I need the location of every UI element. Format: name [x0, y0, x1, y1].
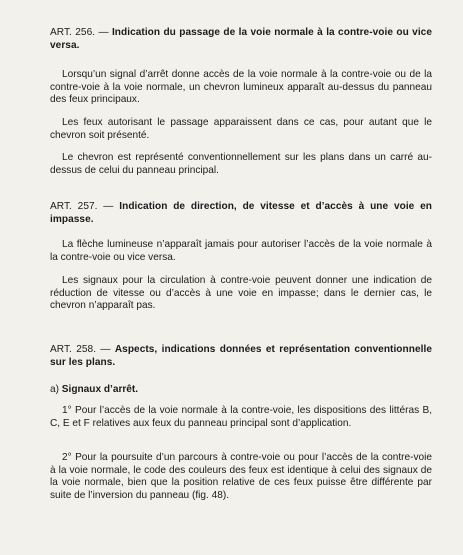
article-256: [50, 27, 432, 52]
article-256-paragraph-1: Lorsqu’un signal d’arrêt donne accès de la voie normale à la contre-voie ou de la contre-voie à la voie normale, un chevron lumineux apparaît au-dessus du panneau des feux principaux.: [50, 69, 432, 106]
article-258-number: ART. 258. —: [50, 344, 111, 355]
article-258-subheading-title: Signaux d’arrêt.: [61, 384, 139, 395]
article-258-item-1-marker: 1°: [62, 405, 72, 416]
article-258-item-2-text: Pour la poursuite d’un parcours à contre-voie ou pour l’accès de la contre-voie à la voie normale, le code des couleurs des feux est identique à celui des signaux de la voie normale, bien que la position relative de ces feux puisse être différente par suite de l’inversion du panneau (fig. 48).: [50, 452, 432, 501]
article-256-heading: [50, 27, 432, 52]
article-256-paragraph-2: Les feux autorisant le passage apparaissent dans ce cas, pour autant que le chevron soit présenté.: [50, 117, 432, 141]
article-257-heading: [50, 201, 432, 226]
article-257-title: Indication de direction, de vitesse et d’accès à une voie en impasse.: [50, 201, 433, 225]
article-258-item-1-text: Pour l’accès de la voie normale à la contre-voie, les dispositions des littéras B, C, E et F relatives aux feux du panneau principal sont d’application.: [50, 405, 432, 429]
article-257-paragraph-1: La flèche lumineuse n’apparaît jamais pour autoriser l’accès de la voie normale à la contre-voie ou vice versa.: [50, 239, 432, 263]
article-258-heading: [50, 344, 432, 369]
article-258-title: Aspects, indications données et représentation conventionnelle sur les plans.: [50, 344, 432, 368]
article-256-title: Indication du passage de la voie normale à la contre-voie ou vice versa.: [50, 27, 432, 51]
article-258: [50, 344, 432, 369]
article-257-paragraph-2: Les signaux pour la circulation à contre-voie peuvent donner une indication de réduction de vitesse ou d’accès à une voie en impasse; dans le dernier cas, le chevron n’apparaît pas.: [50, 275, 432, 312]
article-258-item-2-marker: 2°: [62, 452, 72, 463]
article-258-item-1: [50, 405, 432, 430]
article-258-subheading: [50, 384, 432, 397]
article-257: [50, 201, 432, 226]
article-258-subheading-prefix: a): [50, 384, 59, 395]
article-257-number: ART. 257. —: [50, 201, 114, 212]
article-258-item-2: [50, 452, 432, 502]
article-256-paragraph-3: Le chevron est représenté conventionnellement sur les plans dans un carré au-dessus de celui du panneau principal.: [50, 152, 432, 176]
article-256-number: ART. 256. —: [50, 27, 109, 38]
